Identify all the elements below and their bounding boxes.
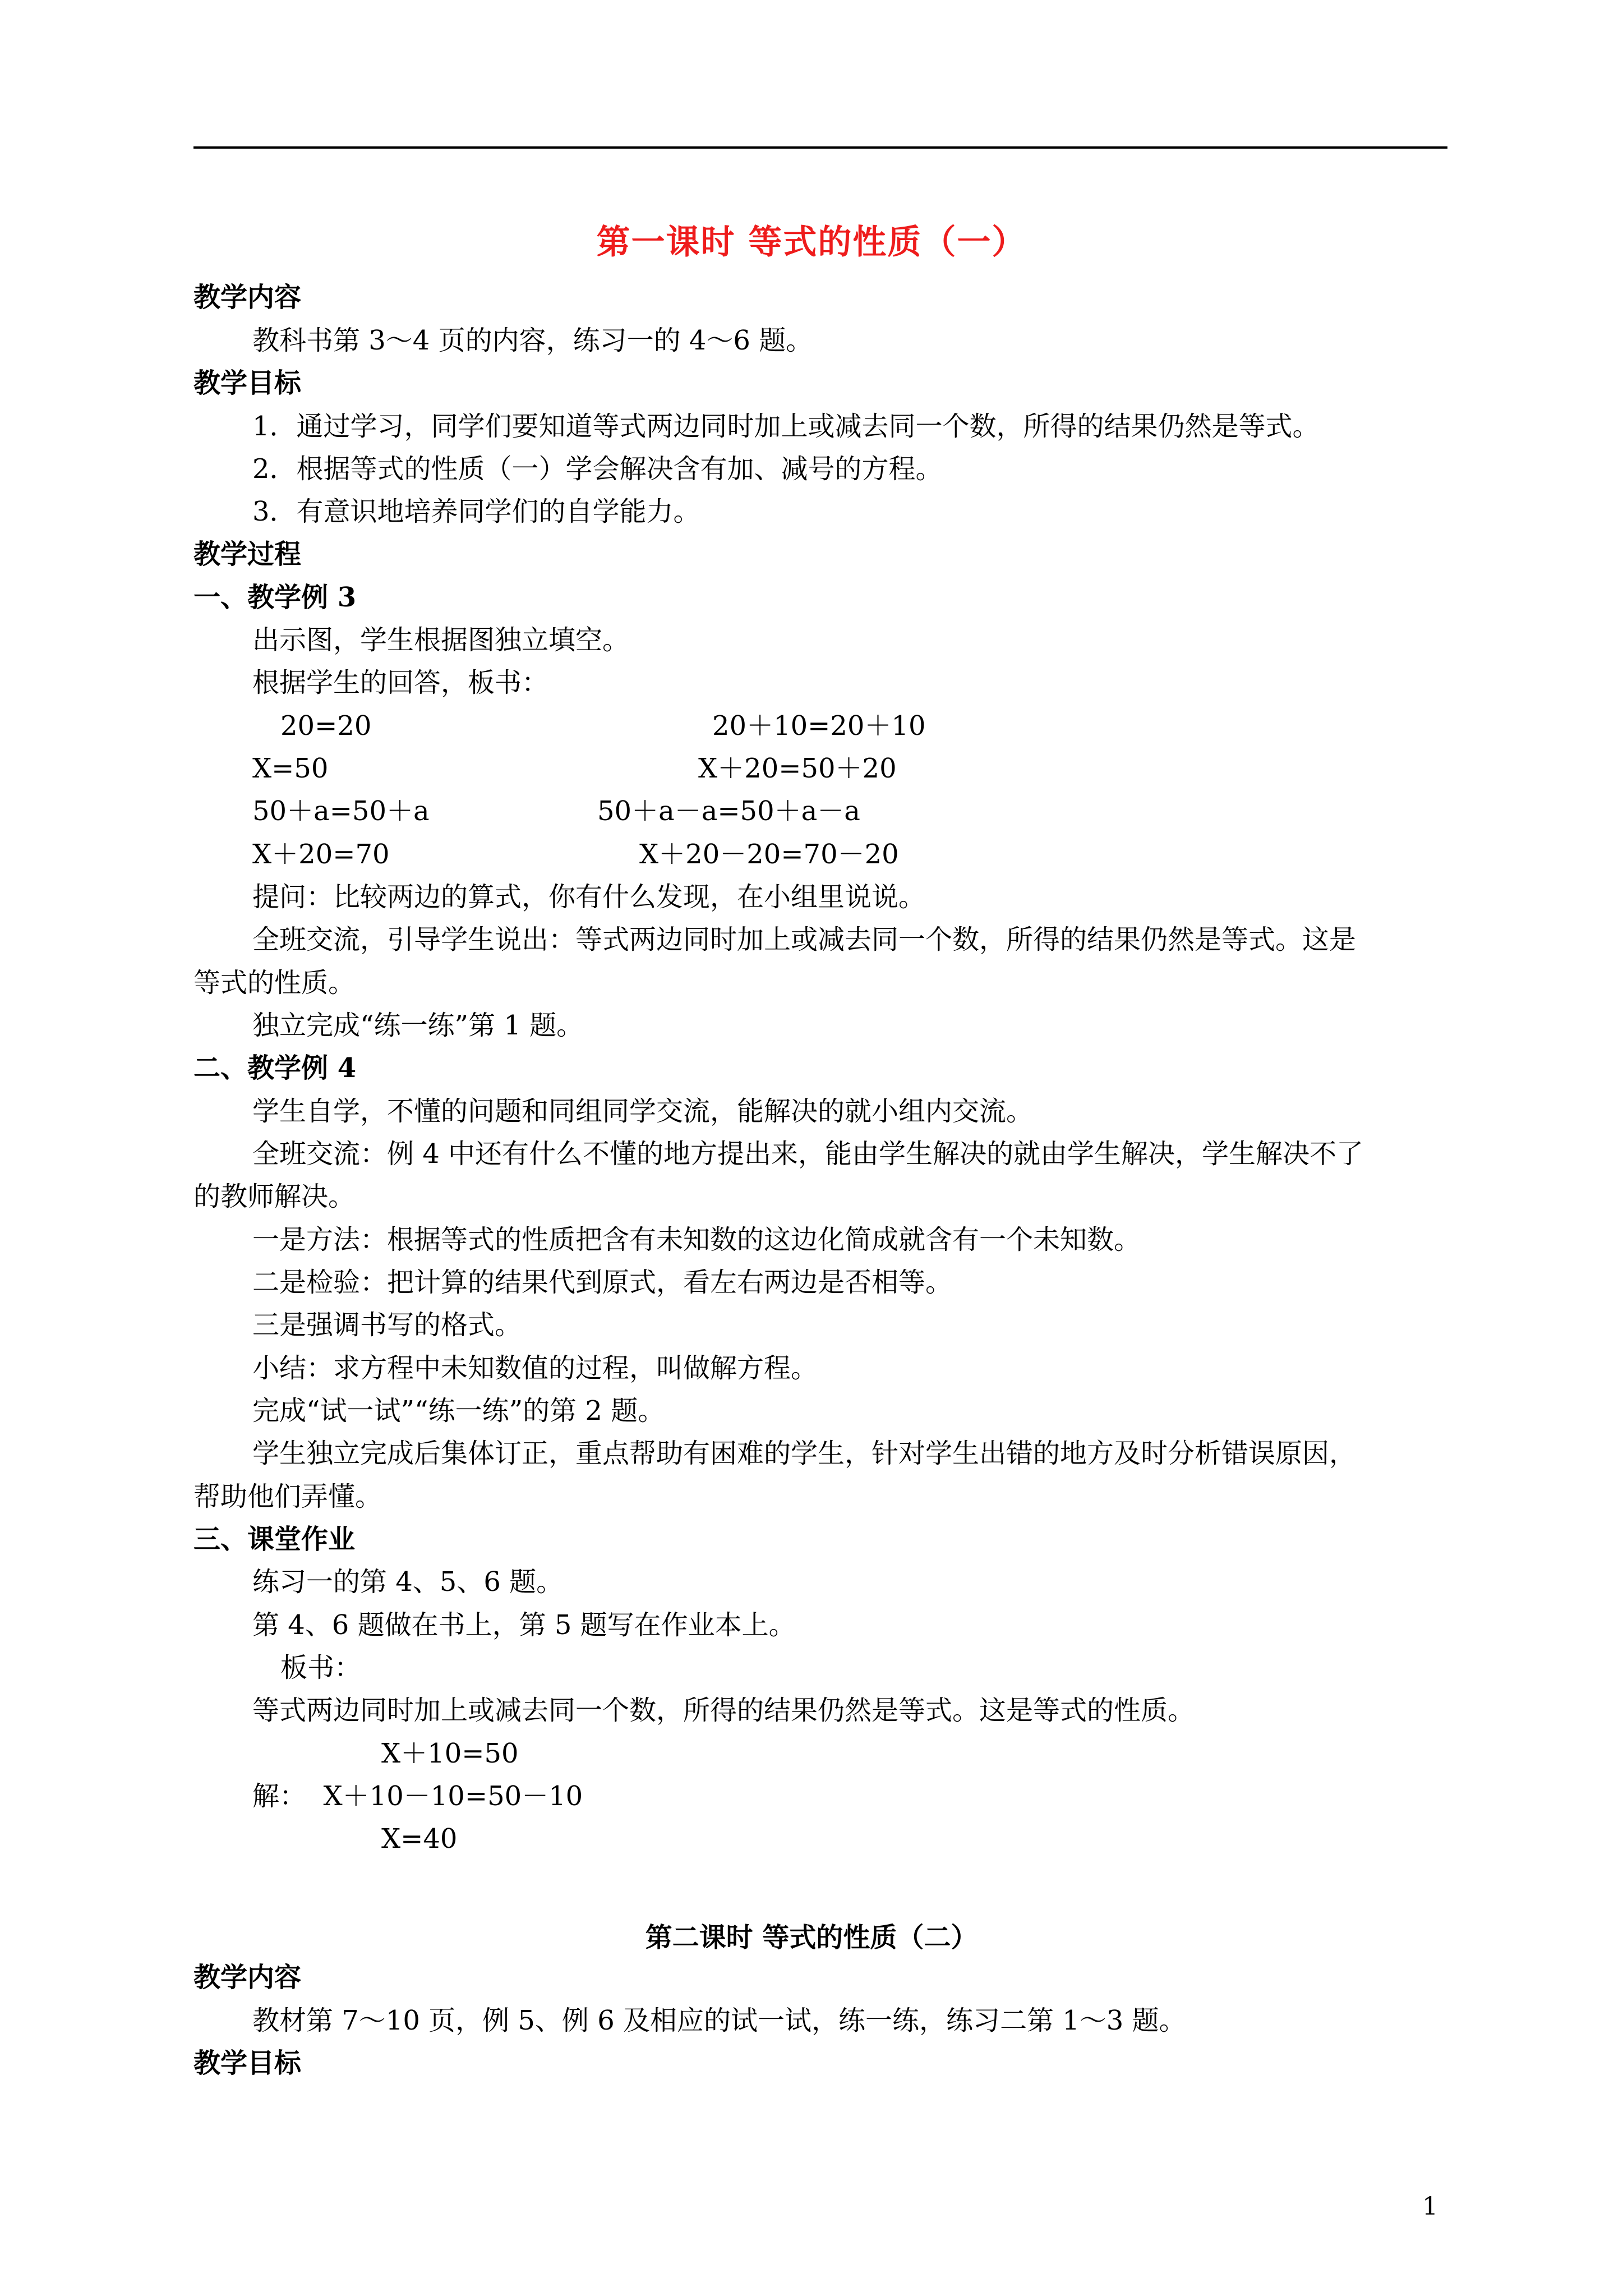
heading-teaching-content: 教学内容: [193, 282, 302, 313]
equation-2-left: X=50: [252, 753, 329, 784]
equation-4-left: X＋20=70: [252, 839, 390, 870]
section3-title: 三、课堂作业: [193, 1524, 356, 1555]
lesson2-teaching-content-text: 教材第 7～10 页，例 5、例 6 及相应的试一试，练一练，练习二第 1～3 题。: [252, 2005, 1186, 2036]
section1-para-3: 提问：比较两边的算式，你有什么发现，在小组里说说。: [252, 881, 926, 913]
section2-para-6: 小结：求方程中未知数值的过程，叫做解方程。: [252, 1352, 818, 1384]
section2-title: 二、教学例 4: [193, 1052, 357, 1084]
equation-4-right: X＋20－20=70－20: [639, 839, 899, 870]
section2-para-4: 二是检验：把计算的结果代到原式，看左右两边是否相等。: [252, 1267, 953, 1298]
solution-line-1: X＋10=50: [381, 1738, 519, 1769]
goal-3: 3．有意识地培养同学们的自学能力。: [252, 496, 700, 527]
section1-para-1: 出示图，学生根据图独立填空。: [252, 624, 630, 656]
blackboard-label: 板书：: [280, 1652, 362, 1683]
lesson2-heading-teaching-goals: 教学目标: [193, 2047, 302, 2079]
equation-1-left: 20=20: [280, 710, 372, 742]
heading-teaching-goals: 教学目标: [193, 367, 302, 399]
section3-para-2: 第 4、6 题做在书上，第 5 题写在作业本上。: [252, 1609, 796, 1641]
goal-1: 1．通过学习，同学们要知道等式两边同时加上或减去同一个数，所得的结果仍然是等式。: [252, 411, 1320, 442]
section1-para-4-line1: 全班交流，引导学生说出：等式两边同时加上或减去同一个数，所得的结果仍然是等式。这是: [252, 924, 1357, 955]
section2-para-5: 三是强调书写的格式。: [252, 1309, 522, 1341]
section1-para-5: 独立完成“练一练”第 1 题。: [252, 1010, 584, 1041]
section3-para-1: 练习一的第 4、5、6 题。: [252, 1566, 564, 1598]
section2-para-1: 学生自学，不懂的问题和同组同学交流，能解决的就小组内交流。: [252, 1096, 1034, 1127]
solution-line-3: X=40: [381, 1823, 458, 1855]
solution-line-2: 解： X＋10－10=50－10: [252, 1780, 583, 1812]
lesson1-title: 第一课时 等式的性质（一）: [596, 223, 1027, 262]
lesson2-title: 第二课时 等式的性质（二）: [645, 1922, 978, 1953]
section2-para-2-line1: 全班交流：例 4 中还有什么不懂的地方提出来，能由学生解决的就由学生解决，学生解决不了: [252, 1138, 1364, 1170]
section2-para-2-line2: 的教师解决。: [193, 1181, 356, 1212]
blackboard-rule: 等式两边同时加上或减去同一个数，所得的结果仍然是等式。这是等式的性质。: [252, 1695, 1195, 1726]
section2-para-8-line1: 学生独立完成后集体订正，重点帮助有困难的学生，针对学生出错的地方及时分析错误原因，: [252, 1438, 1357, 1469]
section2-para-7: 完成“试一试”“练一练”的第 2 题。: [252, 1395, 665, 1427]
section1-para-2: 根据学生的回答，板书：: [252, 667, 549, 698]
equation-1-right: 20＋10=20＋10: [712, 710, 926, 742]
section1-title: 一、教学例 3: [193, 582, 357, 613]
heading-teaching-process: 教学过程: [193, 539, 302, 570]
page-number: 1: [1422, 2192, 1438, 2221]
equation-3-left: 50＋a=50＋a: [252, 795, 430, 827]
section2-para-3: 一是方法：根据等式的性质把含有未知数的这边化简成就含有一个未知数。: [252, 1224, 1141, 1255]
equation-2-right: X＋20=50＋20: [698, 753, 897, 784]
equation-3-right: 50＋a－a=50＋a－a: [597, 795, 860, 827]
teaching-content-text: 教科书第 3～4 页的内容，练习一的 4～6 题。: [252, 325, 813, 356]
section1-para-4-line2: 等式的性质。: [193, 967, 356, 999]
goal-2: 2．根据等式的性质（一）学会解决含有加、减号的方程。: [252, 453, 943, 485]
header-rule: [193, 146, 1447, 149]
section2-para-8-line2: 帮助他们弄懂。: [193, 1481, 382, 1512]
lesson2-heading-teaching-content: 教学内容: [193, 1962, 302, 1993]
